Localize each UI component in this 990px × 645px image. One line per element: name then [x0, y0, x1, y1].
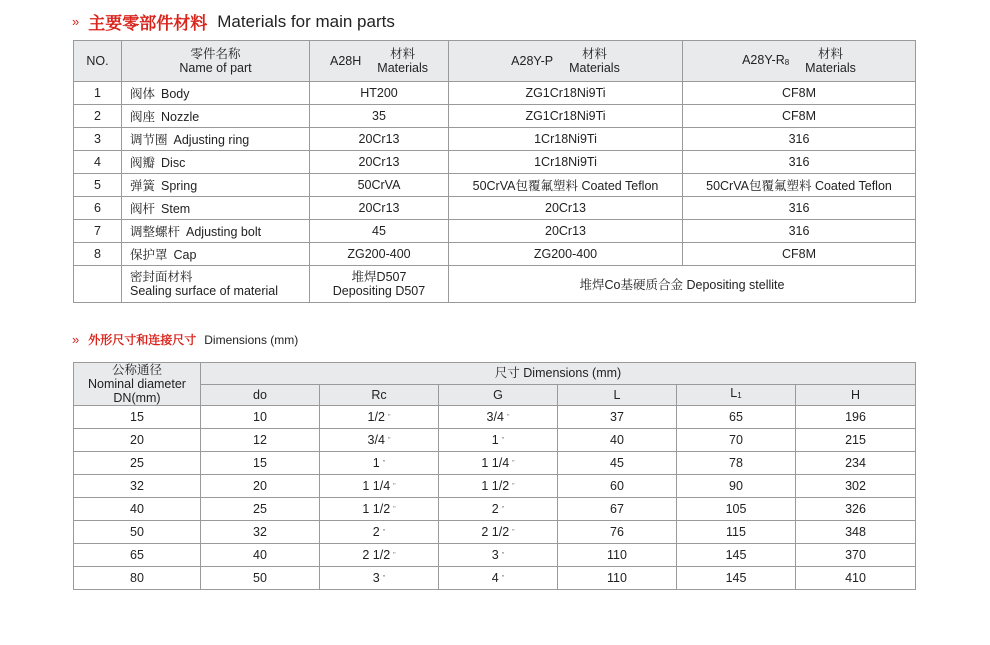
header-nominal-diameter: 公称通径 Nominal diameter DN(mm)	[74, 363, 201, 406]
cell-do: 40	[201, 544, 320, 567]
row-no: 3	[74, 128, 122, 151]
table-row	[74, 105, 916, 128]
header-rc: Rc	[320, 384, 439, 406]
part-name: 保护罩 Cap	[122, 243, 310, 266]
sealing-material-a28y: 堆焊Co基硬质合金 Depositing stellite	[449, 266, 916, 303]
header-l: L	[558, 384, 677, 406]
cell-l1: 115	[677, 521, 796, 544]
cell-rc: 2 1/2 "	[320, 544, 439, 567]
header-dimensions-group: 尺寸 Dimensions (mm)	[201, 363, 916, 385]
cell-l: 110	[558, 544, 677, 567]
header-h: H	[796, 384, 916, 406]
table-row	[74, 475, 916, 498]
materials-title-en: Materials for main parts	[217, 11, 395, 31]
cell-dn: 80	[74, 567, 201, 590]
table-row	[74, 429, 916, 452]
cell-do: 32	[201, 521, 320, 544]
cell-g: 3 "	[439, 544, 558, 567]
cell-g: 1 1/2 "	[439, 475, 558, 498]
chevron-right-icon: »	[72, 14, 79, 29]
mat-en: Materials	[377, 61, 428, 75]
material-a28y-p: 1Cr18Ni9Ti	[449, 128, 683, 151]
cell-g: 3/4 "	[439, 406, 558, 429]
cell-dn: 32	[74, 475, 201, 498]
material-a28y-p: 50CrVA包覆氟塑料 Coated Teflon	[449, 174, 683, 197]
sealing-row	[74, 266, 916, 303]
row-no-empty	[74, 266, 122, 303]
cell-dn: 50	[74, 521, 201, 544]
material-a28h: ZG200-400	[310, 243, 449, 266]
cell-do: 12	[201, 429, 320, 452]
materials-title-zh: 主要零部件材料	[88, 14, 208, 33]
material-a28h: 20Cr13	[310, 128, 449, 151]
cell-do: 15	[201, 452, 320, 475]
table-row	[74, 452, 916, 475]
table-row	[74, 151, 916, 174]
dimensions-table	[73, 362, 916, 590]
row-no: 2	[74, 105, 122, 128]
cell-h: 234	[796, 452, 916, 475]
material-a28y-p: ZG200-400	[449, 243, 683, 266]
material-a28y-r8: CF8M	[683, 82, 916, 105]
row-no: 5	[74, 174, 122, 197]
material-a28y-p: ZG1Cr18Ni9Ti	[449, 105, 683, 128]
row-no: 1	[74, 82, 122, 105]
table-row	[74, 567, 916, 590]
cell-l1: 65	[677, 406, 796, 429]
cell-rc: 3 "	[320, 567, 439, 590]
dimensions-section-title	[72, 331, 298, 348]
header-g: G	[439, 384, 558, 406]
cell-do: 20	[201, 475, 320, 498]
cell-l1: 105	[677, 498, 796, 521]
header-do: do	[201, 384, 320, 406]
cell-l1: 90	[677, 475, 796, 498]
part-name: 阀杆 Stem	[122, 197, 310, 220]
cell-l: 76	[558, 521, 677, 544]
dimensions-title-en: Dimensions (mm)	[204, 332, 299, 347]
header-part-name	[122, 41, 310, 82]
material-a28y-r8: CF8M	[683, 243, 916, 266]
model-a28y-p: A28Y-P	[511, 54, 554, 68]
cell-dn: 15	[74, 406, 201, 429]
table-row	[74, 220, 916, 243]
cell-g: 2 1/2 "	[439, 521, 558, 544]
dimensions-title-zh: 外形尺寸和连接尺寸	[88, 333, 197, 347]
cell-h: 196	[796, 406, 916, 429]
cell-g: 1 "	[439, 429, 558, 452]
cell-rc: 1/2 "	[320, 406, 439, 429]
dimensions-header-row-2	[74, 384, 916, 406]
table-row	[74, 128, 916, 151]
cell-l1: 145	[677, 544, 796, 567]
header-a28h	[310, 41, 449, 82]
cell-rc: 1 1/4 "	[320, 475, 439, 498]
mat-en: Materials	[805, 61, 856, 75]
cell-l: 40	[558, 429, 677, 452]
cell-g: 2 "	[439, 498, 558, 521]
cell-g: 1 1/4 "	[439, 452, 558, 475]
cell-rc: 1 1/2 "	[320, 498, 439, 521]
dimensions-header-row-1	[74, 363, 916, 385]
cell-do: 25	[201, 498, 320, 521]
material-a28h: 20Cr13	[310, 197, 449, 220]
cell-l: 37	[558, 406, 677, 429]
cell-l1: 78	[677, 452, 796, 475]
mat-en: Materials	[569, 61, 620, 75]
cell-l1: 145	[677, 567, 796, 590]
cell-l1: 70	[677, 429, 796, 452]
material-a28y-p: 20Cr13	[449, 197, 683, 220]
cell-h: 410	[796, 567, 916, 590]
materials-header-row	[74, 41, 916, 82]
header-l1: L1	[677, 384, 796, 406]
chevron-right-icon: »	[72, 332, 79, 347]
cell-dn: 25	[74, 452, 201, 475]
cell-l: 110	[558, 567, 677, 590]
material-a28y-r8: 316	[683, 151, 916, 174]
cell-l: 60	[558, 475, 677, 498]
material-a28y-p: 1Cr18Ni9Ti	[449, 151, 683, 174]
cell-dn: 20	[74, 429, 201, 452]
sealing-part-name: 密封面材料 Sealing surface of material	[122, 266, 310, 303]
header-a28y-p	[449, 41, 683, 82]
table-row	[74, 406, 916, 429]
sealing-material-a28h: 堆焊D507 Depositing D507	[310, 266, 449, 303]
cell-dn: 40	[74, 498, 201, 521]
header-part-zh: 零件名称	[190, 47, 241, 61]
cell-do: 50	[201, 567, 320, 590]
table-row	[74, 243, 916, 266]
table-row	[74, 498, 916, 521]
table-row	[74, 544, 916, 567]
cell-dn: 65	[74, 544, 201, 567]
row-no: 7	[74, 220, 122, 243]
cell-h: 348	[796, 521, 916, 544]
cell-h: 370	[796, 544, 916, 567]
row-no: 6	[74, 197, 122, 220]
table-row	[74, 82, 916, 105]
table-row	[74, 197, 916, 220]
header-part-en: Name of part	[179, 61, 252, 75]
cell-g: 4 "	[439, 567, 558, 590]
part-name: 阀瓣 Disc	[122, 151, 310, 174]
row-no: 4	[74, 151, 122, 174]
row-no: 8	[74, 243, 122, 266]
material-a28y-r8: 316	[683, 220, 916, 243]
part-name: 阀体 Body	[122, 82, 310, 105]
cell-h: 302	[796, 475, 916, 498]
part-name: 弹簧 Spring	[122, 174, 310, 197]
material-a28y-p: ZG1Cr18Ni9Ti	[449, 82, 683, 105]
mat-zh: 材料	[390, 47, 416, 61]
material-a28h: 45	[310, 220, 449, 243]
cell-rc: 2 "	[320, 521, 439, 544]
cell-rc: 1 "	[320, 452, 439, 475]
model-a28h: A28H	[330, 54, 362, 68]
part-name: 调节圈 Adjusting ring	[122, 128, 310, 151]
cell-do: 10	[201, 406, 320, 429]
header-no: NO.	[74, 41, 122, 82]
material-a28y-r8: CF8M	[683, 105, 916, 128]
materials-table	[73, 40, 916, 303]
cell-l: 67	[558, 498, 677, 521]
material-a28h: 20Cr13	[310, 151, 449, 174]
cell-h: 326	[796, 498, 916, 521]
header-a28y-r8	[683, 41, 916, 82]
part-name: 阀座 Nozzle	[122, 105, 310, 128]
mat-zh: 材料	[818, 47, 844, 61]
materials-section-title	[72, 9, 395, 34]
material-a28h: 50CrVA	[310, 174, 449, 197]
material-a28y-r8: 316	[683, 128, 916, 151]
material-a28h: HT200	[310, 82, 449, 105]
cell-l: 45	[558, 452, 677, 475]
part-name: 调整螺杆 Adjusting bolt	[122, 220, 310, 243]
material-a28y-r8: 316	[683, 197, 916, 220]
table-row	[74, 521, 916, 544]
mat-zh: 材料	[581, 47, 607, 61]
cell-h: 215	[796, 429, 916, 452]
material-a28y-p: 20Cr13	[449, 220, 683, 243]
material-a28y-r8: 50CrVA包覆氟塑料 Coated Teflon	[683, 174, 916, 197]
material-a28h: 35	[310, 105, 449, 128]
model-a28y-r8: A28Y-R8	[742, 52, 790, 67]
table-row	[74, 174, 916, 197]
cell-rc: 3/4 "	[320, 429, 439, 452]
